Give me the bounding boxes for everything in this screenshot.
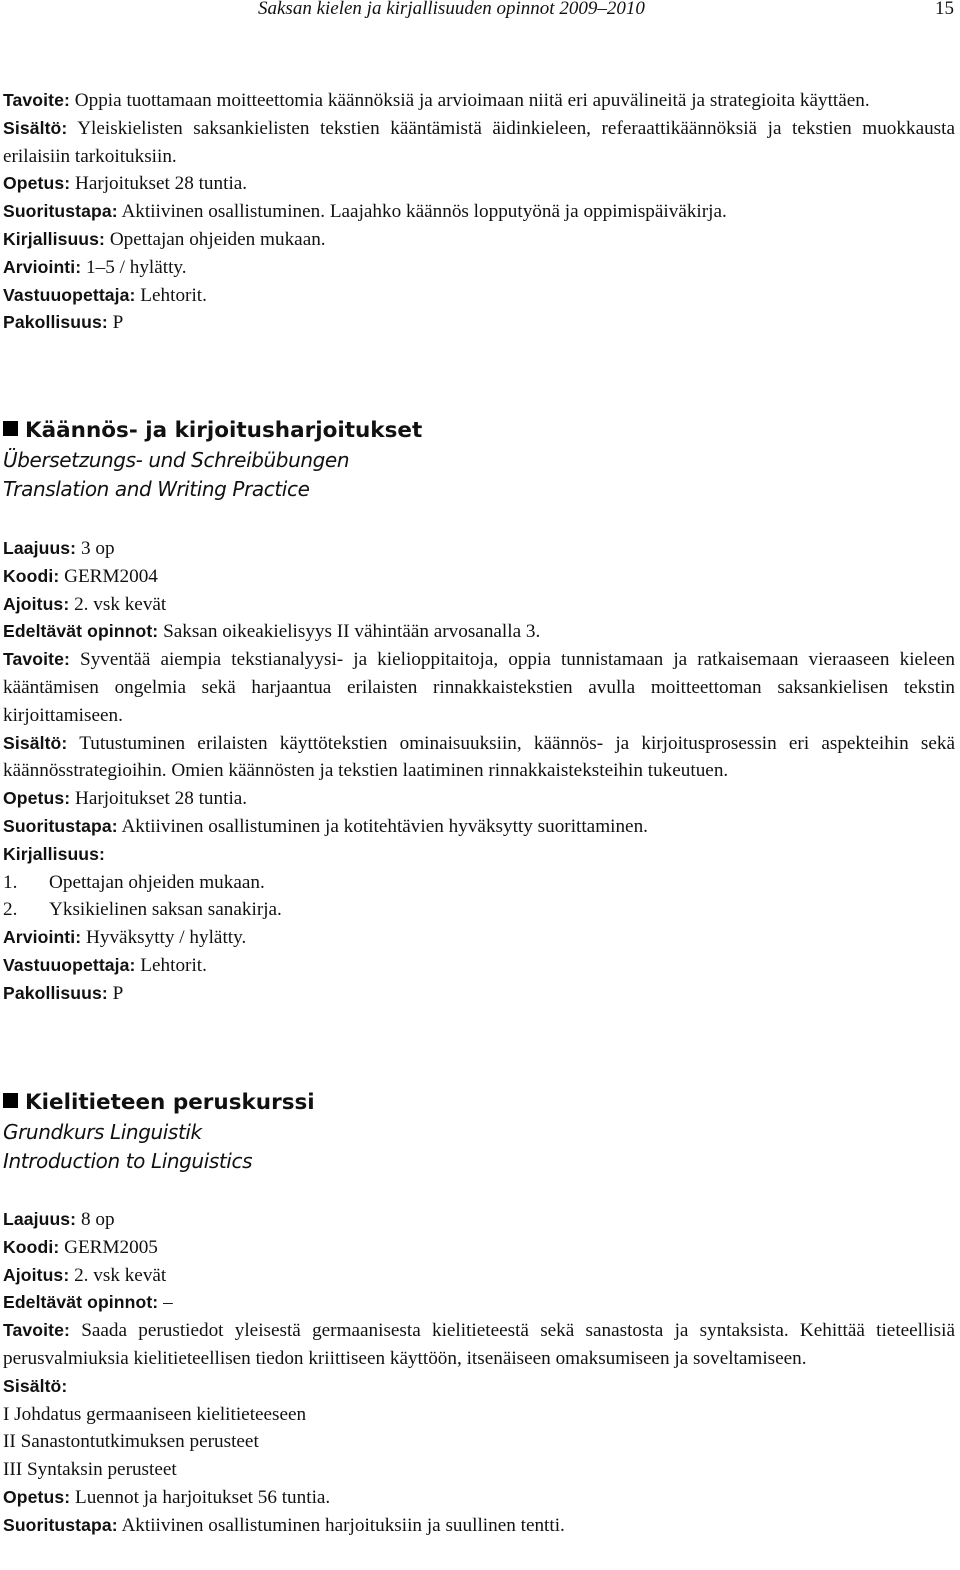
course-title: Kielitieteen peruskurssi — [25, 1090, 315, 1115]
square-bullet-icon — [3, 421, 18, 436]
course-title-english: Translation and Writing Practice — [3, 477, 310, 501]
content-label: Sisältö: — [3, 1375, 68, 1396]
code-line: Koodi: GERM2004 — [3, 565, 158, 587]
prerequisites-line: Edeltävät opinnot: – — [3, 1292, 173, 1314]
teaching-line: Opetus: Harjoitukset 28 tuntia. — [3, 173, 248, 195]
list-item: 1. Opettajan ohjeiden mukaan. — [3, 871, 265, 893]
prerequisites-line: Edeltävät opinnot: Saksan oikeakielisyys II vähintään arvosanalla 3. — [3, 621, 541, 643]
timing-line: Ajoitus: 2. vsk kevät — [3, 593, 167, 615]
content-paragraph: Sisältö: Tutustuminen erilaisten käyttötekstien ominaisuuksiin, käännös- ja kirjoitusprosessin eri aspekteihin sekä käännösstrategioihin. Omien käännösten ja tekstien laatiminen rinnakkaisteksteihin tukeutuen. — [3, 732, 955, 782]
assessment-line: Arviointi: 1–5 / hylätty. — [3, 256, 187, 278]
teaching-line: Opetus: Harjoitukset 28 tuntia. — [3, 788, 248, 810]
course-details-translation — [3, 535, 955, 1008]
header-title: Saksan kielen ja kirjallisuuden opinnot 2009–2010 — [258, 0, 645, 19]
goal-paragraph: Tavoite: Saada perustiedot yleisestä germaanisesta kielitieteestä sekä sanastosta ja syntaksista. Kehittää tieteellisiä perusvalmiuksia kielitieteellisen tiedon kriittiseen käyttöön, itsenäiseen omaksumiseen ja soveltamiseen. — [3, 1320, 955, 1369]
course-details-linguistics — [3, 1206, 955, 1540]
literature-label: Kirjallisuus: — [3, 843, 106, 864]
scope-line: Laajuus: 3 op — [3, 538, 115, 559]
code-line: Koodi: GERM2005 — [3, 1236, 158, 1258]
course-title: Käännös- ja kirjoitusharjoitukset — [25, 418, 423, 443]
teaching-line: Opetus: Luennot ja harjoitukset 56 tuntia. — [3, 1486, 331, 1508]
assessment-line: Arviointi: Hyväksytty / hylätty. — [3, 927, 247, 949]
course-title-german: Grundkurs Linguistik — [3, 1120, 202, 1144]
scope-line: Laajuus: 8 op — [3, 1209, 115, 1230]
literature-list — [3, 869, 955, 925]
responsible-teacher-line: Vastuuopettaja: Lehtorit. — [3, 954, 207, 976]
list-item: II Sanastontutkimuksen perusteet — [3, 1431, 259, 1453]
goal-paragraph: Tavoite: Oppia tuottamaan moitteettomia käännöksiä ja arvioimaan niitä eri apuvälineitä ja strategioita käyttäen. — [3, 90, 870, 111]
list-item: III Syntaksin perusteet — [3, 1459, 177, 1481]
goal-paragraph: Tavoite: Syventää aiempia tekstianalyysi- ja kielioppitaitoja, oppia tunnistamaan ja ratkaisemaan vieraaseen kieleen kääntämisen ongelmia sekä harjaantua erilaisten rinnakkaistekstien avulla moitteettoman saksankielisen tekstin kirjoittamiseen. — [3, 649, 955, 726]
content-paragraph: Sisältö: Yleiskielisten saksankielisten tekstien kääntämistä äidinkieleen, referaattikäännöksiä ja tekstien muokkausta erilaisiin tarkoituksiin. — [3, 117, 955, 167]
previous-course-details — [3, 87, 955, 337]
compulsory-line: Pakollisuus: P — [3, 312, 124, 334]
running-header — [258, 0, 954, 26]
literature-line: Kirjallisuus: Opettajan ohjeiden mukaan. — [3, 228, 326, 250]
list-item: I Johdatus germaaniseen kielitieteeseen — [3, 1403, 307, 1425]
completion-line: Suoritustapa: Aktiivinen osallistuminen. Laajahko käännös lopputyönä ja oppimispäiväkirja. — [3, 201, 727, 223]
list-item: 2. Yksikielinen saksan sanakirja. — [3, 899, 282, 921]
completion-line: Suoritustapa: Aktiivinen osallistuminen ja kotitehtävien hyväksytty suorittaminen. — [3, 815, 648, 837]
compulsory-line: Pakollisuus: P — [3, 982, 124, 1004]
timing-line: Ajoitus: 2. vsk kevät — [3, 1264, 167, 1286]
course-title-german: Übersetzungs- und Schreibübungen — [3, 448, 350, 472]
course-heading-translation — [3, 416, 903, 504]
course-heading-linguistics — [3, 1088, 903, 1176]
responsible-teacher-line: Vastuuopettaja: Lehtorit. — [3, 284, 207, 306]
page-number: 15 — [935, 0, 954, 19]
course-title-english: Introduction to Linguistics — [3, 1149, 253, 1173]
square-bullet-icon — [3, 1093, 18, 1108]
completion-line: Suoritustapa: Aktiivinen osallistuminen harjoituksiin ja suullinen tentti. — [3, 1514, 565, 1536]
